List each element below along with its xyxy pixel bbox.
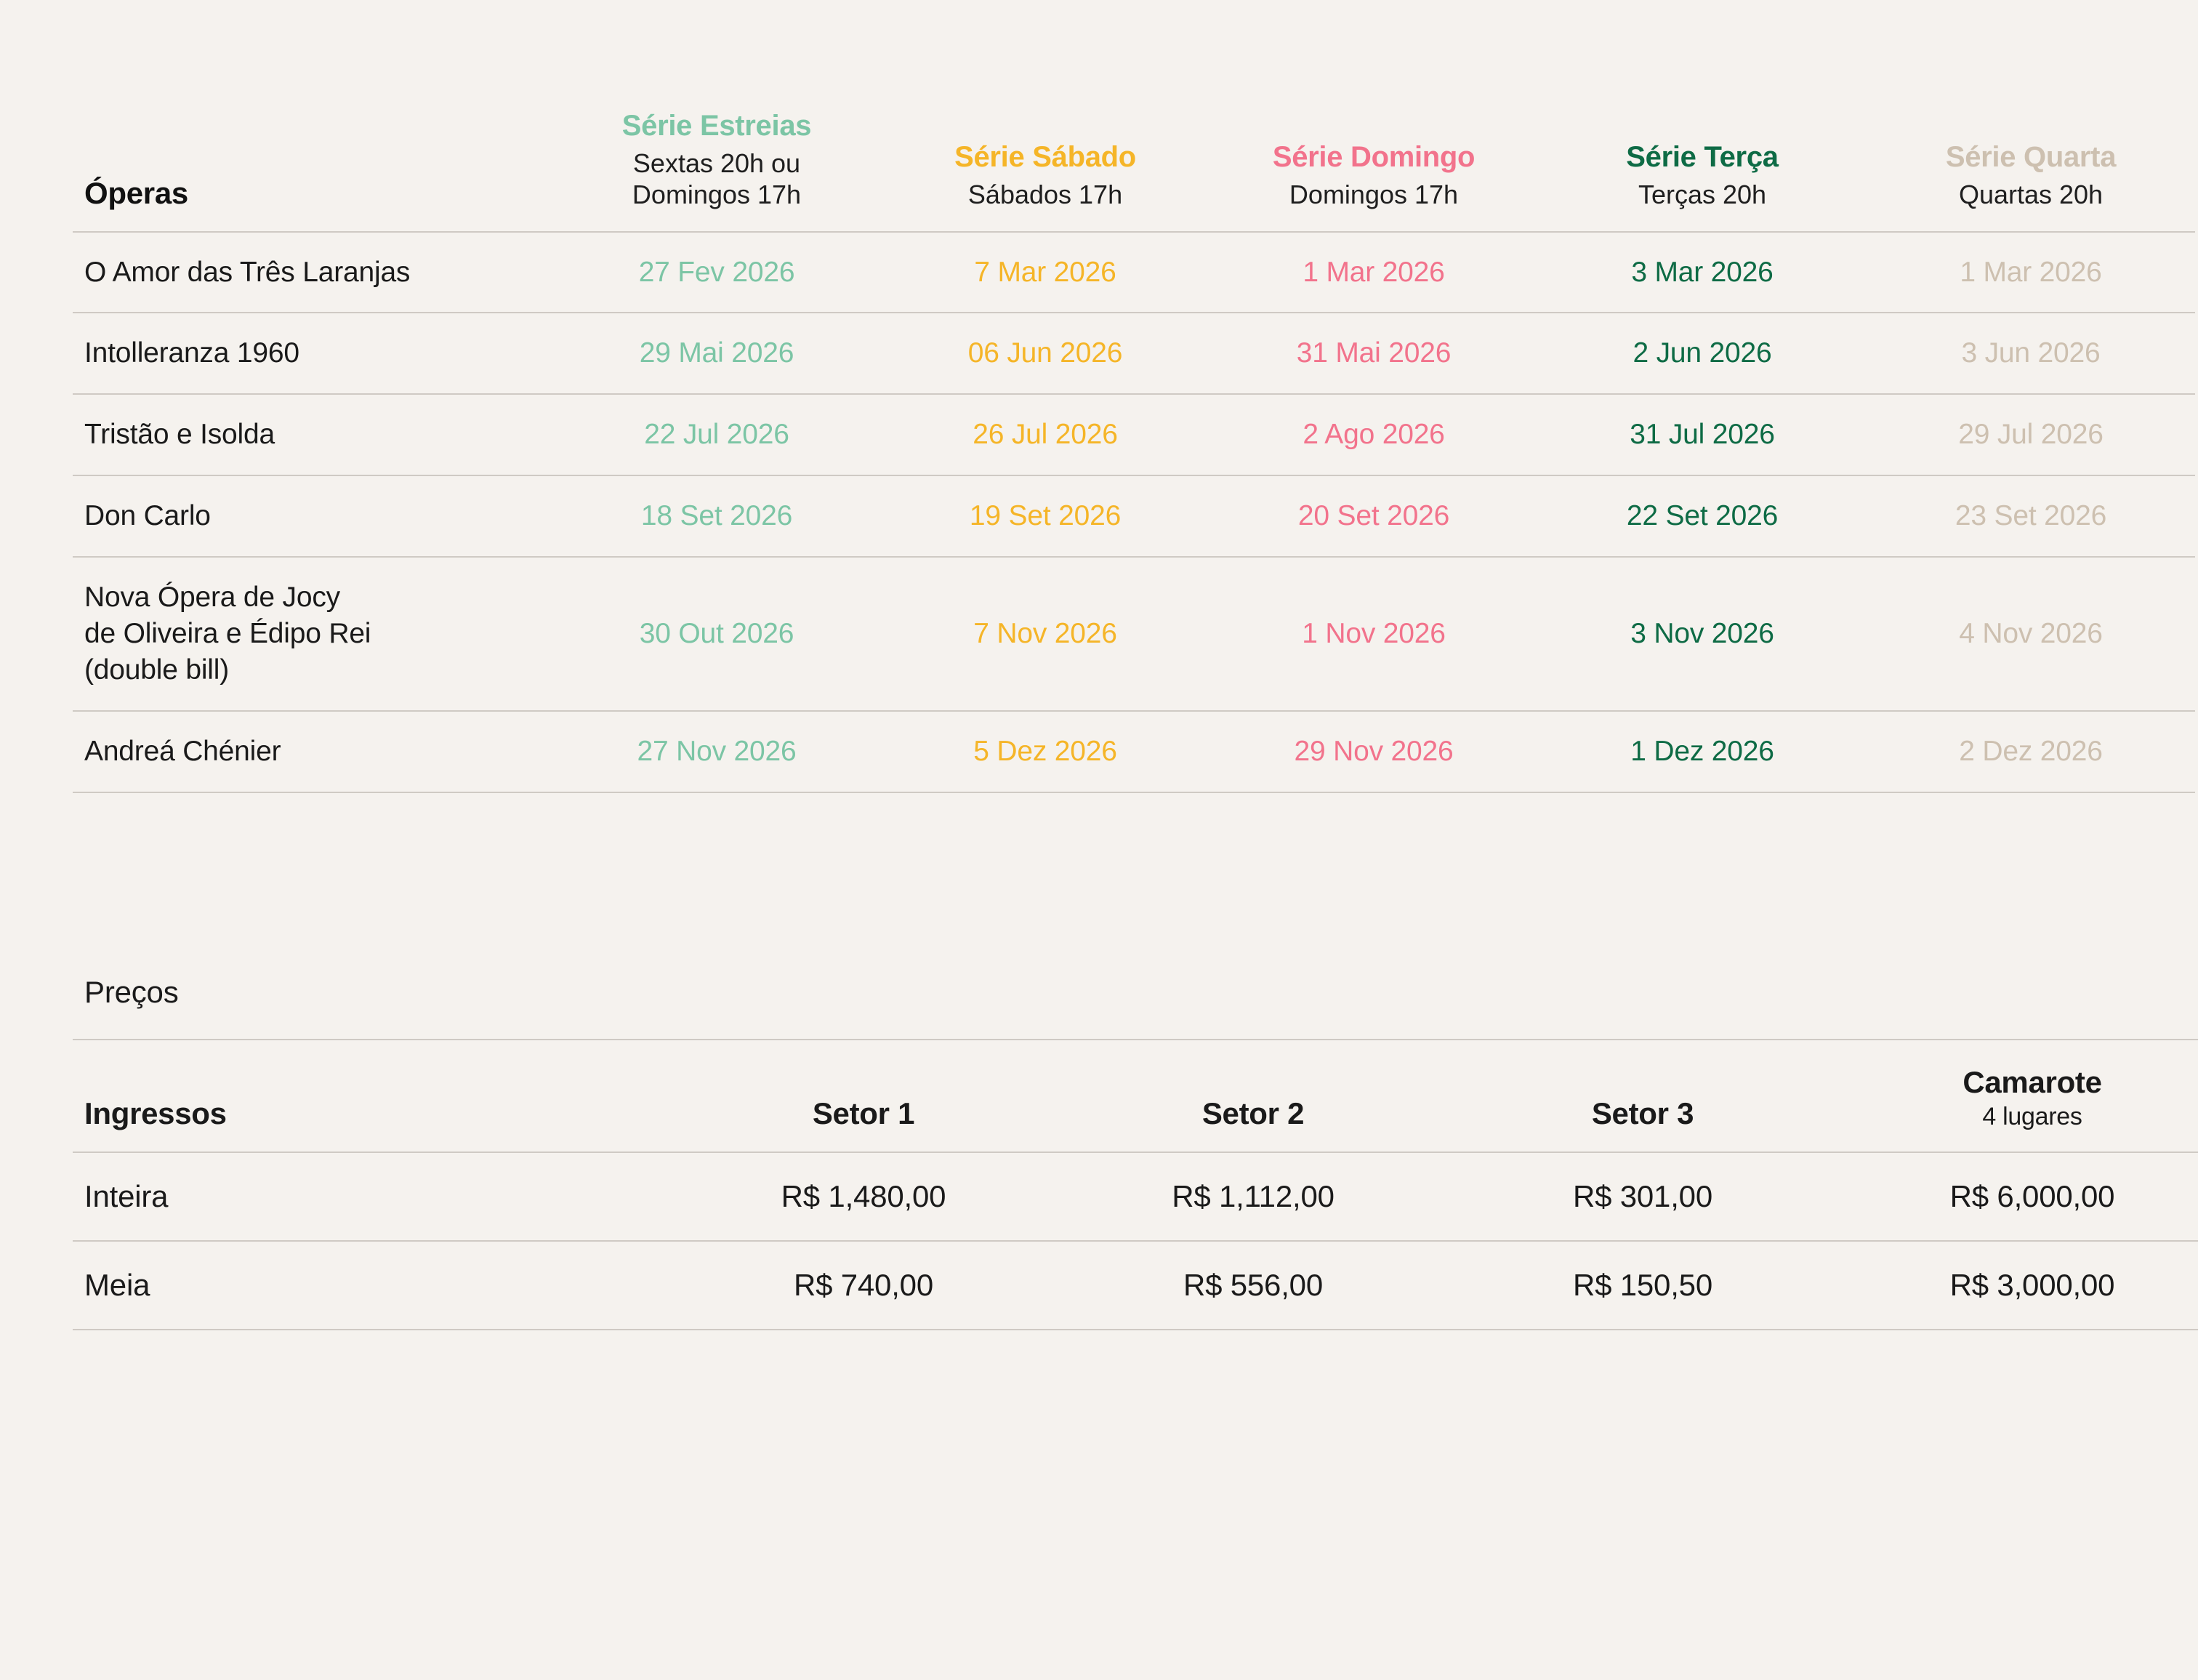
- date-quarta: 3 Jun 2026: [1961, 337, 2101, 369]
- opera-schedule-table: [73, 109, 2195, 793]
- price-setor2: R$ 556,00: [1183, 1267, 1324, 1302]
- schedule-body: [73, 232, 2195, 792]
- table-row: [73, 394, 2195, 475]
- date-domingo: 1 Nov 2026: [1302, 618, 1446, 650]
- price-column-title: Setor 2: [1201, 1096, 1305, 1130]
- date-quarta: 4 Nov 2026: [1959, 618, 2103, 650]
- date-estreias: 22 Jul 2026: [644, 419, 789, 451]
- price-column-note: 4 lugares: [1982, 1102, 2082, 1130]
- series-column-header-estreias: [552, 109, 881, 232]
- series-subtitle-domingo: Domingos 17h: [1289, 180, 1459, 210]
- date-domingo: 31 Mai 2026: [1296, 337, 1452, 369]
- opera-title: O Amor das Três Laranjas: [84, 256, 411, 288]
- ticket-type-label: Meia: [84, 1267, 150, 1302]
- opera-title: Nova Ópera de Jocy de Oliveira e Édipo Rei (double bill): [84, 582, 371, 686]
- date-terca: 22 Set 2026: [1626, 500, 1779, 532]
- date-quarta: 1 Mar 2026: [1960, 256, 2102, 288]
- price-setor1: R$ 740,00: [793, 1267, 934, 1302]
- date-sabado: 19 Set 2026: [969, 500, 1122, 532]
- date-estreias: 30 Out 2026: [639, 618, 794, 650]
- price-camarote: R$ 6,000,00: [1949, 1178, 2115, 1213]
- price-column-title: Setor 3: [1591, 1096, 1694, 1130]
- tickets-column-header: Ingressos: [84, 1096, 227, 1130]
- price-column-header-camarote: [1837, 1040, 2198, 1152]
- series-subtitle-estreias: Sextas 20h ou Domingos 17h: [632, 148, 802, 210]
- date-domingo: 2 Ago 2026: [1303, 419, 1445, 451]
- price-column-header-setor3: [1448, 1040, 1837, 1152]
- date-estreias: 27 Fev 2026: [638, 256, 795, 288]
- price-column-title: Camarote: [1962, 1064, 2102, 1099]
- date-terca: 31 Jul 2026: [1630, 419, 1775, 451]
- date-sabado: 06 Jun 2026: [967, 337, 1123, 369]
- date-estreias: 27 Nov 2026: [637, 735, 797, 767]
- prices-section-title: Preços: [84, 974, 179, 1009]
- price-column-title: Setor 1: [812, 1096, 915, 1130]
- operas-column-header: Óperas: [84, 175, 188, 210]
- opera-title: Intolleranza 1960: [84, 337, 299, 369]
- date-terca: 3 Mar 2026: [1631, 256, 1774, 288]
- opera-season-sheet: [0, 109, 2198, 1680]
- date-domingo: 29 Nov 2026: [1294, 735, 1454, 767]
- price-setor3: R$ 301,00: [1572, 1178, 1713, 1213]
- table-row: [73, 1241, 2198, 1330]
- date-sabado: 5 Dez 2026: [973, 735, 1117, 767]
- prices-body: [73, 1152, 2198, 1330]
- schedule-header: [73, 109, 2195, 232]
- date-sabado: 7 Nov 2026: [973, 618, 1117, 650]
- table-row: [73, 232, 2195, 313]
- date-estreias: 18 Set 2026: [640, 500, 793, 532]
- date-terca: 2 Jun 2026: [1633, 337, 1772, 369]
- price-column-header-setor2: [1058, 1040, 1448, 1152]
- date-sabado: 7 Mar 2026: [974, 256, 1116, 288]
- date-quarta: 2 Dez 2026: [1959, 735, 2103, 767]
- price-camarote: R$ 3,000,00: [1949, 1267, 2115, 1302]
- series-column-header-terca: [1538, 109, 1867, 232]
- price-setor2: R$ 1,112,00: [1172, 1178, 1334, 1213]
- price-setor3: R$ 150,50: [1572, 1267, 1713, 1302]
- opera-title: Tristão e Isolda: [84, 419, 275, 451]
- date-terca: 1 Dez 2026: [1630, 735, 1774, 767]
- series-subtitle-terca: Terças 20h: [1638, 180, 1767, 210]
- series-title-terca: Série Terça: [1626, 141, 1779, 174]
- date-estreias: 29 Mai 2026: [639, 337, 794, 369]
- series-subtitle-sabado: Sábados 17h: [967, 180, 1123, 210]
- series-subtitle-quarta: Quartas 20h: [1958, 180, 2104, 210]
- ticket-type-label: Inteira: [84, 1178, 169, 1213]
- table-row: [73, 1152, 2198, 1241]
- opera-title: Andreá Chénier: [84, 735, 281, 767]
- table-row: [73, 313, 2195, 394]
- date-terca: 3 Nov 2026: [1630, 618, 1774, 650]
- series-title-estreias: Série Estreias: [621, 110, 812, 142]
- date-quarta: 29 Jul 2026: [1958, 419, 2104, 451]
- series-column-header-domingo: [1209, 109, 1538, 232]
- table-row: [73, 475, 2195, 557]
- price-column-header-setor1: [669, 1040, 1058, 1152]
- date-domingo: 1 Mar 2026: [1303, 256, 1445, 288]
- series-title-sabado: Série Sábado: [954, 141, 1136, 174]
- date-domingo: 20 Set 2026: [1297, 500, 1450, 532]
- table-row: [73, 557, 2195, 711]
- series-title-quarta: Série Quarta: [1945, 141, 2117, 174]
- prices-table: [73, 1039, 2198, 1330]
- table-row: [73, 711, 2195, 792]
- date-quarta: 23 Set 2026: [1955, 500, 2107, 532]
- prices-header: [73, 1040, 2198, 1152]
- price-setor1: R$ 1,480,00: [781, 1178, 946, 1213]
- opera-title: Don Carlo: [84, 500, 211, 532]
- series-column-header-sabado: [881, 109, 1209, 232]
- series-column-header-quarta: [1867, 109, 2195, 232]
- series-title-domingo: Série Domingo: [1272, 141, 1476, 174]
- date-sabado: 26 Jul 2026: [973, 419, 1118, 451]
